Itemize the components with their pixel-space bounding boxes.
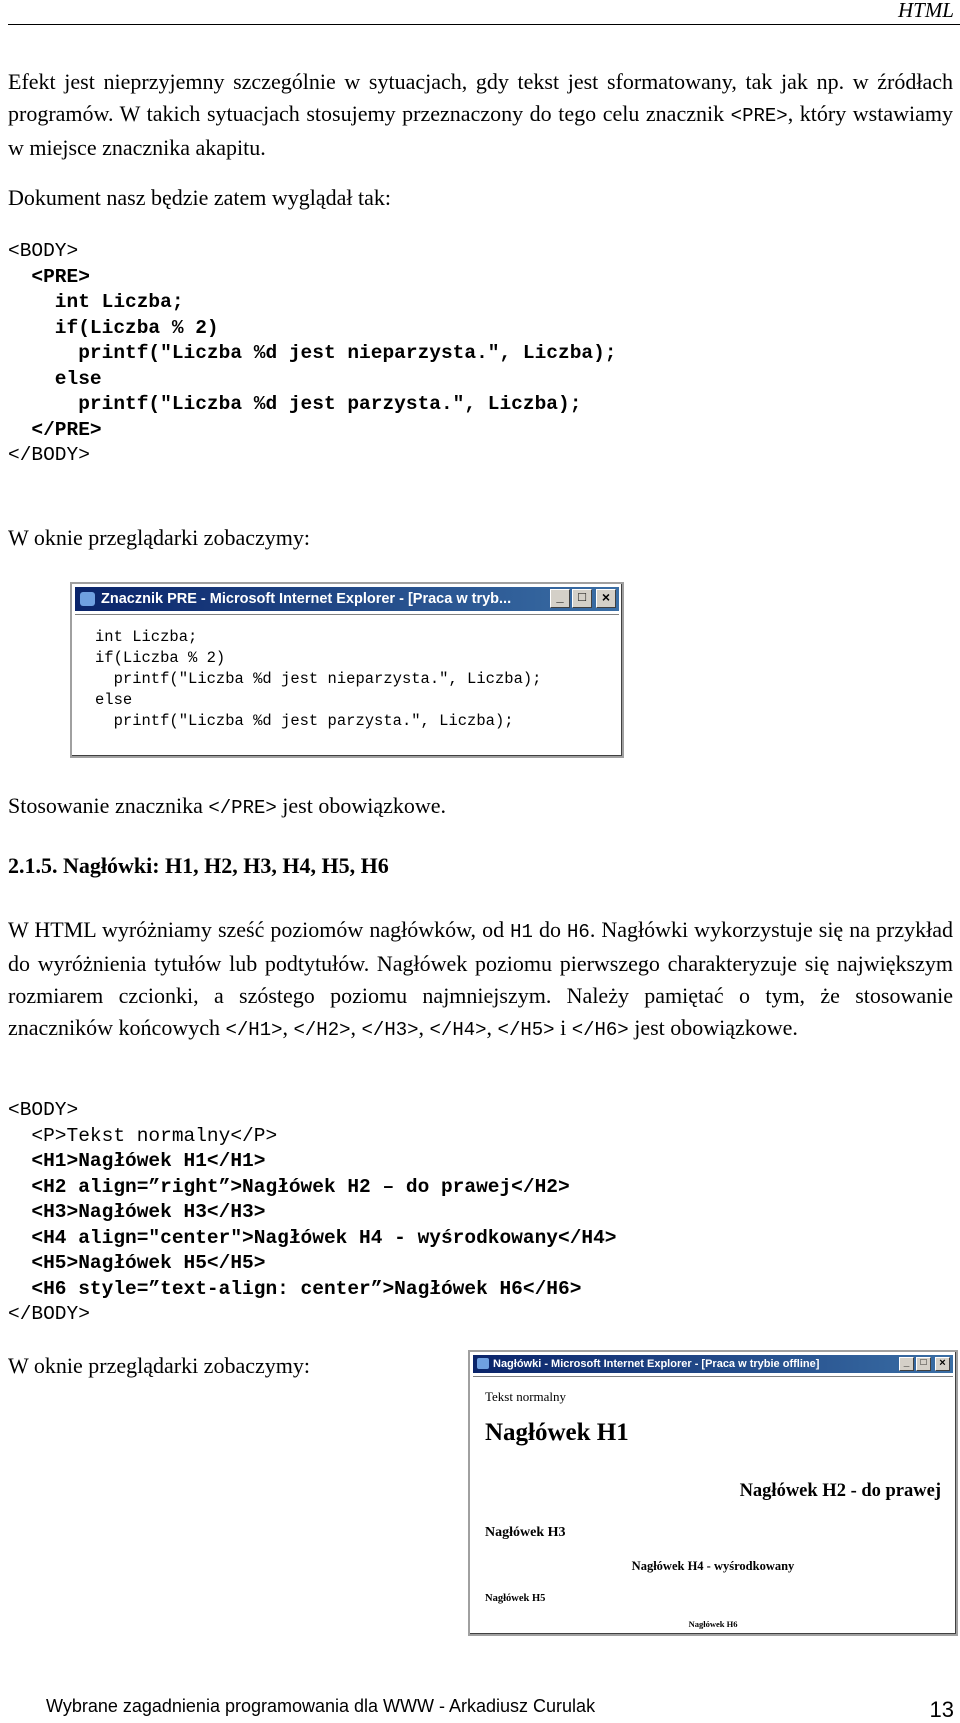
output-line: else [95,691,133,709]
code-line: </PRE> [8,418,102,441]
rendered-normal-text: Tekst normalny [485,1389,567,1404]
paragraph-text: do [532,917,568,942]
paragraph-text: i [554,1015,572,1040]
browser-window-headings [468,1350,958,1636]
output-line: printf("Liczba %d jest nieparzysta.", Liczba); [95,670,542,688]
window-titlebar [75,587,619,611]
paragraph-browser-view: W oknie przeglądarki zobaczymy: [8,525,310,550]
section-heading: 2.1.5. Nagłówki: H1, H2, H3, H4, H5, H6 [8,853,389,878]
code-line: else [8,367,102,390]
code-line: printf("Liczba %d jest parzysta.", Liczba); [8,393,582,415]
inline-code: </H5> [497,1019,555,1041]
close-button[interactable]: × [935,1357,950,1371]
window-titlebar [473,1355,953,1373]
paragraph-text: Stosowanie znacznika [8,793,209,818]
paragraph-pre-required [8,790,953,824]
paragraph-text: . Nagłówki wykorzystuje się na przykład do wyróżnienia tytułów lub podtytułów. Nagłówek poziomu pierwszego charakteryzuje się największym rozmiarem czcionki, a szóstego poziomu najmniejszym. Należy pamiętać o tym, że stosowanie znaczników końcowych [8,917,953,1040]
code-line: <H3>Nagłówek H3</H3> [8,1201,266,1223]
paragraph-browser-view-2: W oknie przeglądarki zobaczymy: [8,1353,310,1378]
rendered-h1: Nagłówek H1 [485,1419,629,1446]
code-line: int Liczba; [8,291,184,313]
window-controls [899,1357,950,1371]
paragraph-text: W HTML wyróżniamy sześć poziomów nagłówków, od [8,917,511,942]
inline-code: H1 [510,921,533,943]
code-line: <PRE> [8,265,90,288]
pre-output [95,627,541,732]
output-line: printf("Liczba %d jest parzysta.", Liczba); [95,712,514,730]
code-indent [8,1125,31,1147]
window-controls [550,589,616,608]
inline-code: </H4> [429,1019,487,1041]
rendered-h3: Nagłówek H3 [485,1525,566,1540]
window-content [75,614,619,753]
rendered-h4: Nagłówek H4 - wyśrodkowany [631,1559,795,1573]
paragraph-intro [8,66,953,164]
rendered-h2: Nagłówek H2 - do prawej [739,1481,941,1501]
minimize-button[interactable]: _ [899,1357,914,1371]
paragraph-headings [8,914,953,1046]
output-line: if(Liczba % 2) [95,649,226,667]
paragraph-document: Dokument nasz będzie zatem wyglądał tak: [8,185,392,210]
code-line: <BODY> [8,240,79,262]
inline-code: </H6> [571,1019,629,1041]
paragraph-text: , [486,1015,498,1040]
code-line: <H1>Nagłówek H1</H1> [8,1150,266,1172]
inline-code: H6 [567,921,590,943]
code-line: </BODY> [8,444,90,466]
inline-code: </PRE> [208,797,277,819]
code-line: <BODY> [8,1099,79,1121]
code-line: <P>Tekst normalny</P> [31,1124,278,1147]
window-content [473,1376,953,1631]
paragraph-text: , [418,1015,430,1040]
inline-code: </H3> [361,1019,419,1041]
inline-code: </H1> [225,1019,283,1041]
paragraph-text: , [350,1015,362,1040]
close-button[interactable]: × [596,589,616,608]
code-line: <H5>Nagłówek H5</H5> [8,1252,266,1274]
code-line: printf("Liczba %d jest nieparzysta.", Liczba); [8,342,617,364]
paragraph-text: jest obowiązkowe. [276,793,447,818]
paragraph-text: , [282,1015,294,1040]
code-line: if(Liczba % 2) [8,316,219,339]
window-title: Znacznik PRE - Microsoft Internet Explorer - [Praca w tryb... [101,591,512,607]
paragraph-text: jest obowiązkowe. [628,1015,798,1040]
rendered-h5: Nagłówek H5 [485,1593,546,1604]
code-line: <H6 style=”text-align: center”>Nagłówek H6</H6> [8,1277,582,1300]
footer-text: Wybrane zagadnienia programowania dla WWW - Arkadiusz Curulak [46,1696,596,1716]
code-line: </BODY> [8,1303,90,1325]
code-line: <H2 align=”right”>Nagłówek H2 – do prawej</H2> [8,1175,570,1198]
maximize-button[interactable]: □ [916,1357,931,1371]
code-block-headings [8,1098,617,1328]
ie-logo-icon [80,592,95,606]
maximize-button[interactable]: □ [572,589,592,608]
header-title: HTML [897,0,954,22]
page-number: 13 [929,1697,954,1722]
minimize-button[interactable]: _ [550,589,570,608]
inline-code: <PRE> [730,105,788,127]
paragraph-text: Efekt jest nieprzyjemny szczególnie w sytuacjach, gdy tekst jest sformatowany, tak jak np. w źródłach programów. W takich sytuacjach stosujemy przeznaczony do tego celu znacznik [8,69,953,126]
page-header [8,0,960,25]
inline-code: </H2> [293,1019,351,1041]
code-line: <H4 align="center">Nagłówek H4 - wyśrodkowany</H4> [8,1226,617,1249]
rendered-h6: Nagłówek H6 [688,1619,738,1629]
browser-window-pre [70,582,624,758]
code-block-pre [8,239,617,469]
window-title: Nagłówki - Microsoft Internet Explorer - [Praca w trybie offline] [493,1358,820,1370]
output-line: int Liczba; [95,628,198,646]
ie-logo-icon [477,1358,489,1369]
paragraph-text: , który wstawiamy w miejsce znacznika akapitu. [8,101,953,160]
